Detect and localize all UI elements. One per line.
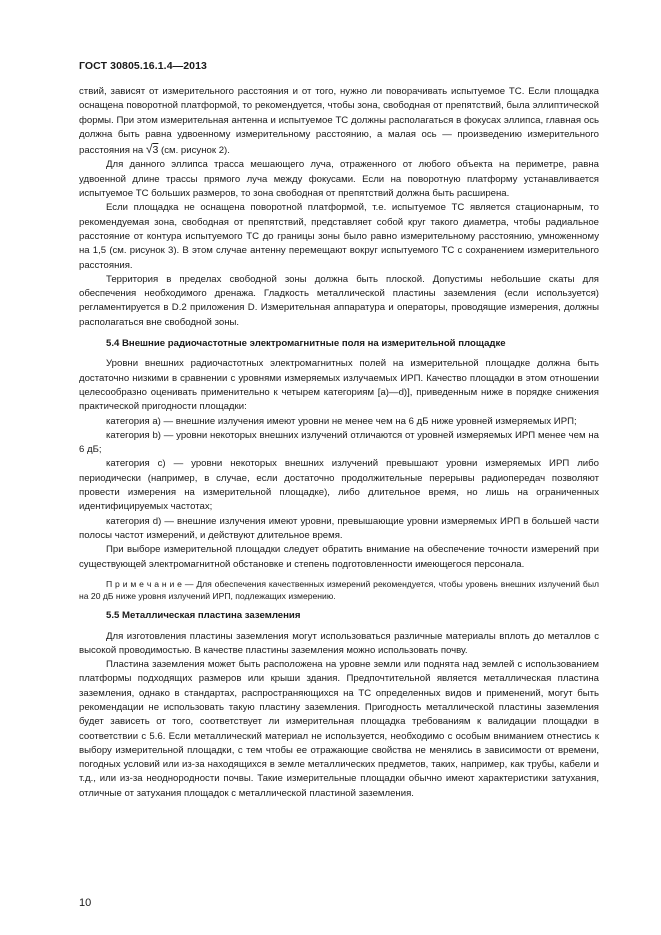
paragraph: Территория в пределах свободной зоны должна быть плоской. Допустимы небольшие скаты для обеспечения необходимого дренажа. Гладкость металлической пластины заземления (если используется) регламентируется в D.2 приложения D. Измерительная аппаратура и операторы, проводящие измерения, должны располагаться вне свободной зоны. — [79, 273, 599, 328]
list-item: категория b) — уровни некоторых внешних излучений отличаются от уровней измеряемых ИРП менее чем на 6 дБ; — [79, 429, 599, 456]
paragraph: Для данного эллипса трасса мешающего луча, отраженного от любого объекта на периметре, равна удвоенной длине трассы прямого луча между фокусами. Если на поворотную платформу устанавливается испытуемое ТС больших размеров, то зона свободная от препятствий должна быть расширена. — [79, 159, 599, 200]
section-heading-5-4: 5.4 Внешние радиочастотные электромагнитные поля на измерительной площадке — [106, 338, 506, 350]
note-label: П р и м е ч а н и е — [106, 578, 182, 589]
paragraph: Пластина заземления может быть расположена на уровне земли или поднята над землей с использованием платформы подходящих размеров или крыши здания. Предпочтительной является металлическая пластина заземления, однако в стандартах, распространяющихся на ТС определенных видов и применений, могут быть рекомендации не использовать такую пластину заземления. Пригодность металлической пластины заземления будет зависеть от того, соответствует ли измерительная площадка требованиям к валидации площадки в соответствии с 5.6. Если металлический материал не используется, необходимо с особым вниманием отнестись к выбору измерительной площадки, с тем чтобы ее отражающие свойства не менялись в зависимости от времени, погодных условий или из-за находящихся в земле металлических предметов, таких, например, как трубы, кабели и т.д., или из-за неоднородности почвы. Такие измерительные площадки обычно имеют характеристики затухания, отличные от затухания площадок с металлической пластиной заземления. — [79, 659, 599, 799]
paragraph: При выборе измерительной площадки следует обратить внимание на обеспечение точности измерений при существующей электромагнитной обстановке и степень подготовленности имеющегося персонала. — [79, 544, 599, 570]
paragraph: Если площадка не оснащена поворотной платформой, т.е. испытуемое ТС является стационарным, то рекомендуемая зона, свободная от препятствий, представляет собой круг такого диаметра, чтобы радиальное расстояние от контура испытуемого ТС до границы зоны было равно измерительному расстоянию, умноженному на 1,5 (см. рисунок 3). В этом случае антенну перемещают вокруг испытуемого ТС с сохранением измерительного расстояния. — [79, 202, 599, 271]
page-number: 10 — [79, 897, 92, 909]
note-text: — Для обеспечения качественных измерений рекомендуется, чтобы уровень внешних излучений был на 20 дБ ниже уровня излучений ИРП, подлежащих измерению. — [79, 578, 600, 601]
list-item: категория a) — внешние излучения имеют уровни не менее чем на 6 дБ ниже уровней измеряемых ИРП; — [106, 415, 577, 427]
document-header: ГОСТ 30805.16.1.4—2013 — [79, 60, 207, 72]
page-content — [79, 85, 599, 801]
list-item: категория c) — уровни некоторых внешних излучений превышают уровни измеряемых ИРП либо периодически (например, в случае, если достаточно продолжительные перерывы радиопередач позволяют провести измерения на измерительной площадке), либо длительное время, но лишь на ограниченных идентифицируемых частотах; — [79, 458, 599, 513]
list-item: категория d) — внешние излучения имеют уровни, превышающие уровни измеряемых ИРП в большей части полосы частот измерений, и действуют длительное время. — [79, 515, 599, 541]
note — [79, 578, 599, 602]
paragraph: ствий, зависят от измерительного расстояния и от того, нужно ли поворачивать испытуемое ТС. Если площадка оснащена поворотной платформой, то рекомендуется, чтобы зона, свободная от препятствий, была эллиптической формы. При этом измерительная антенна и испытуемое ТС должны располагаться в фокусах эллипса, главная ось должна быть равна удвоенному измерительному расстоянию, а малая ось — произведению измерительного расстояния на √3 (см. рисунок 2). — [79, 86, 599, 157]
sqrt-expression: √3 — [145, 142, 159, 157]
section-heading-5-5: 5.5 Металлическая пластина заземления — [106, 610, 301, 622]
paragraph: Уровни внешних радиочастотных электромагнитных полей на измерительной площадке должна быть достаточно низкими в сравнении с уровнями измеряемых излучаемых ИРП. Качество площадки в этом отношении целесообразно оценивать применительно к четырем категориям [a)—d)], приведенным ниже в порядке снижения практической пригодности площадки: — [79, 358, 599, 413]
paragraph: Для изготовления пластины заземления могут использоваться различные материалы вплоть до металлов с высокой проводимостью. В качестве пластины заземления можно использовать почву. — [79, 630, 599, 656]
